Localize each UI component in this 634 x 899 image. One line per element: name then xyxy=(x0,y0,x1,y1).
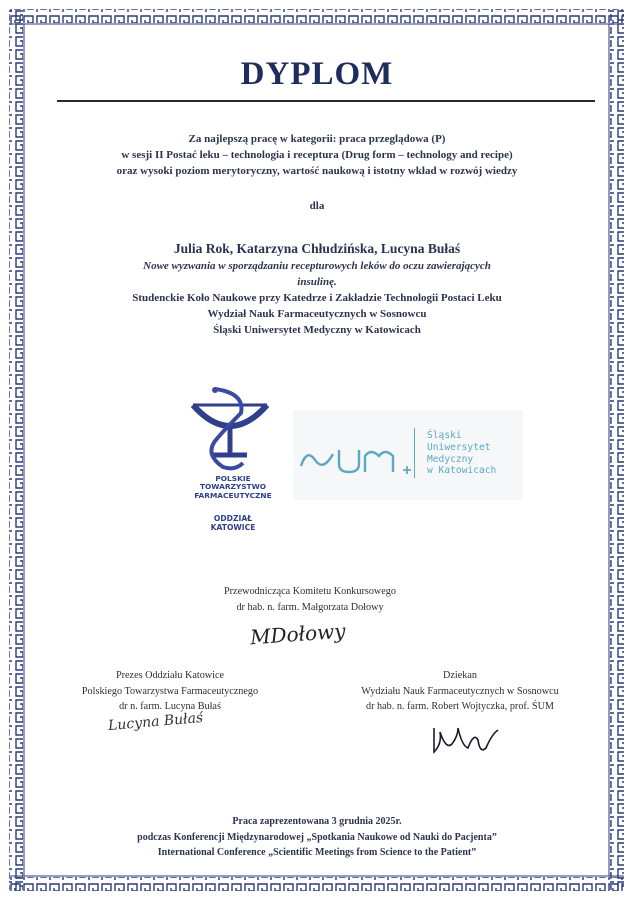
ptf-name-line-2: TOWARZYSTWO xyxy=(199,482,267,492)
award-line-2: w sesji II Postać leku – technologia i receptura (Drug form – technology and recipe) xyxy=(121,149,513,161)
sum-logo xyxy=(293,410,523,500)
ptf-logo xyxy=(185,385,275,533)
recipient-names: Julia Rok, Katarzyna Chłudzińska, Lucyna Bułaś xyxy=(173,241,461,256)
sum-name-line-2: Uniwersytet xyxy=(427,441,491,453)
footer-line-2: podczas Konferencji Międzynarodowej „Spotkania Naukowe od Nauki do Pacjenta” xyxy=(137,831,497,843)
affiliation-line-2: Wydział Nauk Farmaceutycznych w Sosnowcu xyxy=(207,308,427,320)
left-signatory-block xyxy=(50,668,290,715)
right-name: dr hab. n. farm. Robert Wojtyczka, prof. ŚUM xyxy=(366,701,554,712)
affiliation-line-3: Śląski Uniwersytet Medyczny w Katowicach xyxy=(213,324,421,336)
chair-signature: MDołowy xyxy=(249,618,347,650)
work-title-line-2: insulinę. xyxy=(297,276,337,288)
right-signature xyxy=(428,720,508,760)
ptf-name-line-3: FARMACEUTYCZNE xyxy=(194,490,272,500)
sum-name-line-3: Medyczny xyxy=(427,453,474,465)
affiliation-line-1: Studenckie Koło Naukowe przy Katedrze i Zakładzie Technologii Postaci Leku xyxy=(132,292,502,304)
right-role-line-2: Wydziału Nauk Farmaceutycznych w Sosnowcu xyxy=(361,685,559,697)
footer-line-3: International Conference „Scientific Meetings from Science to the Patient” xyxy=(157,847,477,858)
award-line-1: Za najlepszą pracę w kategorii: praca przeglądowa (P) xyxy=(188,133,446,145)
title-rule xyxy=(57,100,595,102)
right-signatory-block xyxy=(330,668,590,715)
bowl-of-hygieia-icon xyxy=(185,385,275,480)
sum-wordmark-icon xyxy=(297,432,417,482)
left-role-line-1: Prezes Oddziału Katowice xyxy=(115,670,225,681)
ptf-name-line-1: POLSKIE xyxy=(215,474,251,483)
chair-role: Przewodnicząca Komitetu Konkursowego xyxy=(223,586,396,597)
diploma-title: DYPLOM xyxy=(240,56,394,92)
footer-block xyxy=(40,814,594,861)
award-statement xyxy=(40,131,594,179)
footer-line-1: Praca zaprezentowana 3 grudnia 2025r. xyxy=(232,816,402,827)
work-title-line-1: Nowe wyzwania w sporządzaniu recepturowych leków do oczu zawierających xyxy=(143,260,491,272)
left-role-line-2: Polskiego Towarzystwa Farmaceutycznego xyxy=(81,685,259,697)
chair-block xyxy=(110,584,510,615)
right-role-line-1: Dziekan xyxy=(443,670,477,681)
recipient-block xyxy=(40,240,594,338)
award-line-3: oraz wysoki poziom merytoryczny, wartość naukową i istotny wkład w rozwój wiedzy xyxy=(116,165,518,177)
left-name: dr n. farm. Lucyna Bułaś xyxy=(119,701,221,712)
ptf-branch: ODDZIAŁ KATOWICE xyxy=(210,514,256,533)
sum-divider xyxy=(414,428,415,478)
sum-name-line-1: Śląski xyxy=(427,430,462,441)
left-signature: Lucyna Bułaś xyxy=(107,709,204,735)
for-label: dla xyxy=(309,200,325,212)
chair-name: dr hab. n. farm. Małgorzata Dołowy xyxy=(236,601,384,613)
sum-name-line-4: w Katowicach xyxy=(427,465,497,477)
